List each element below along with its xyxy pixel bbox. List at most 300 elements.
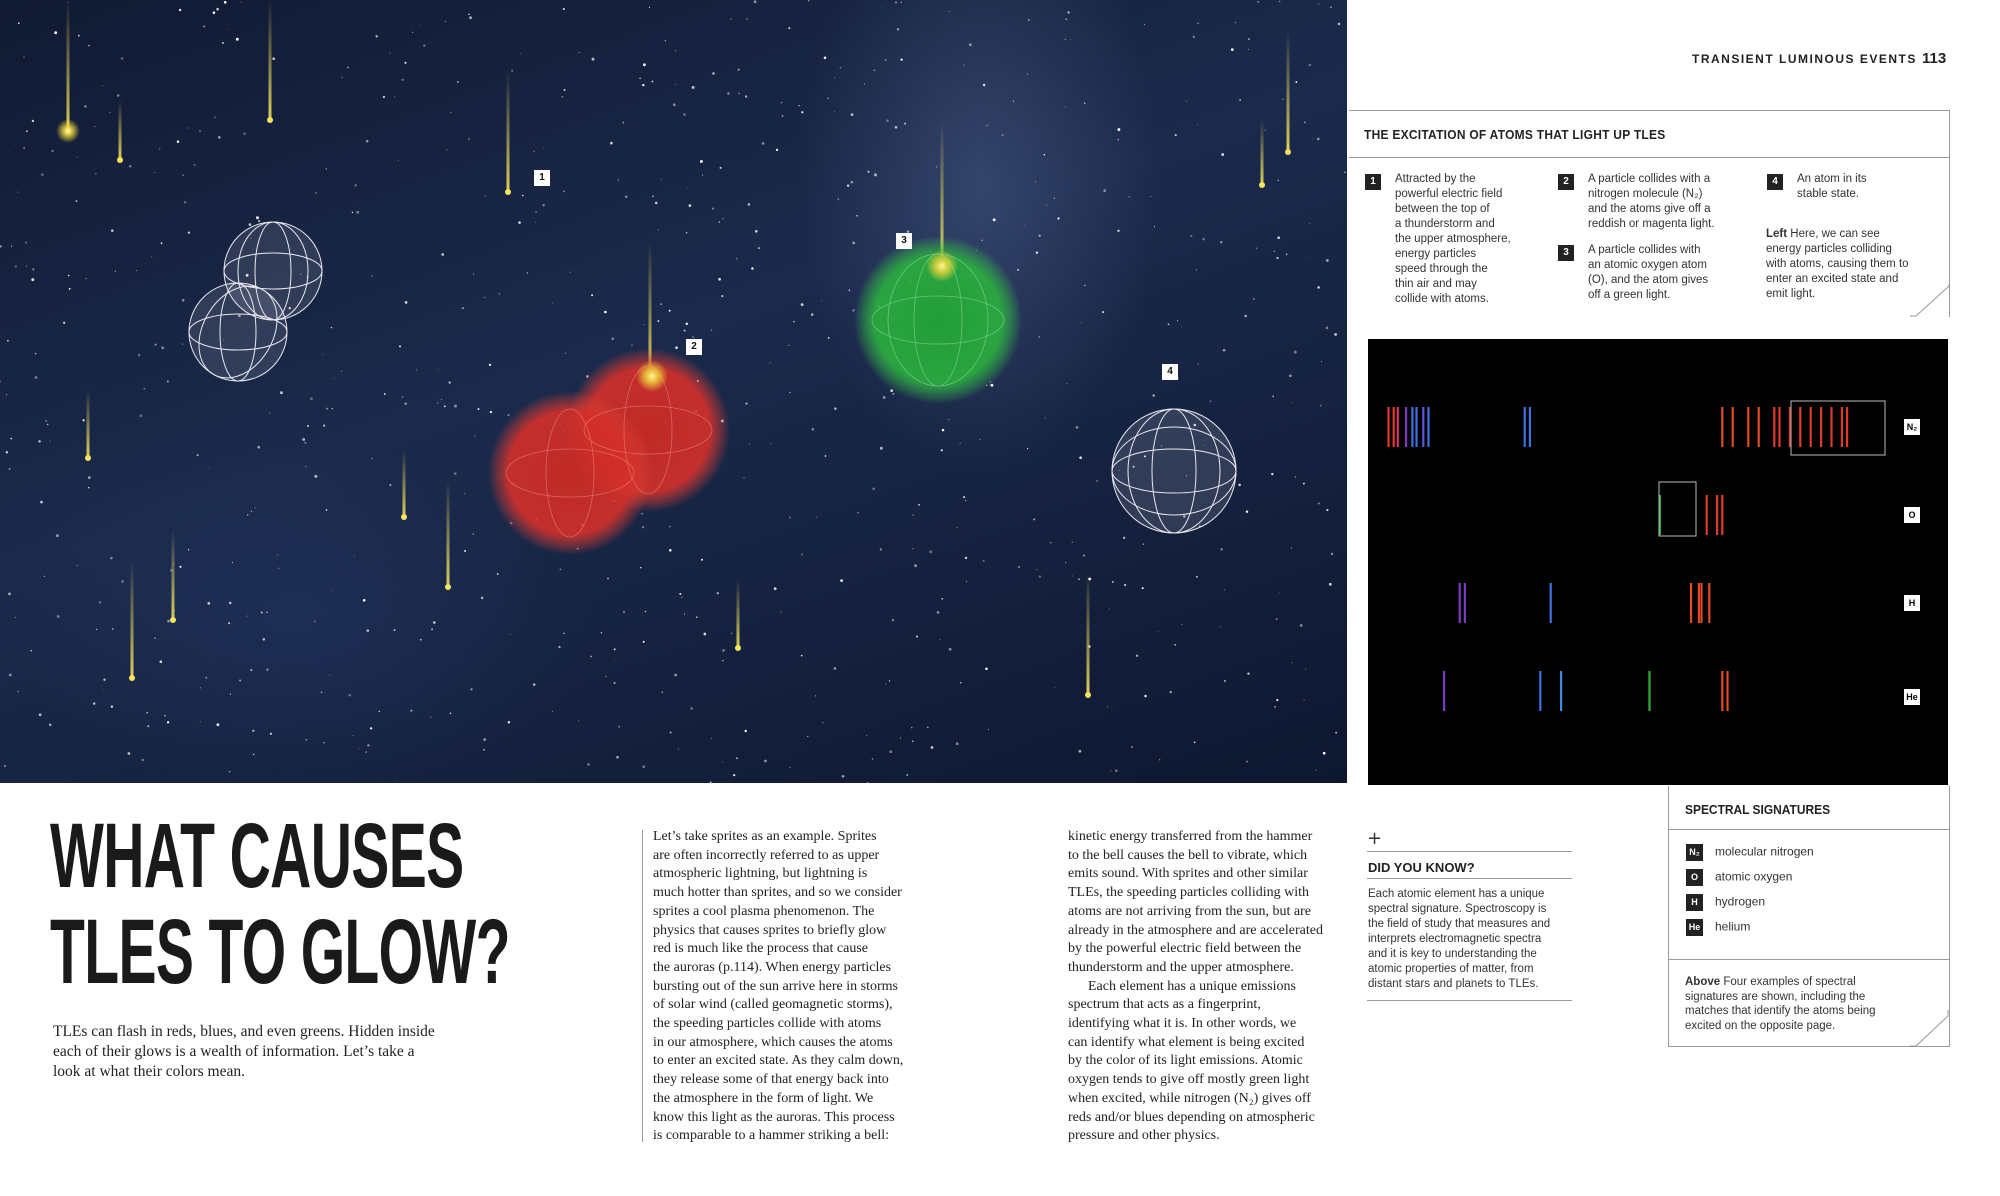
star — [543, 204, 545, 206]
star — [154, 172, 155, 173]
star — [140, 414, 143, 417]
star — [722, 660, 723, 661]
body-line: bursting out of the sun arrive here in storms — [653, 978, 898, 994]
star — [188, 231, 190, 233]
spectral-signatures-caption — [1685, 975, 1925, 1033]
star — [793, 321, 794, 322]
star — [918, 504, 920, 506]
star — [383, 96, 385, 98]
star — [868, 171, 870, 173]
star — [661, 179, 662, 180]
excitation-title-row — [1349, 111, 1949, 158]
body-line: already in the atmosphere and are accelerated — [1068, 922, 1323, 938]
star — [1197, 124, 1198, 125]
star — [885, 59, 887, 61]
star — [1338, 23, 1341, 26]
star — [552, 711, 553, 712]
particle-streak — [87, 390, 90, 458]
step-3-number: 3 — [1558, 245, 1574, 261]
star — [253, 754, 254, 755]
stable-atom — [1112, 409, 1236, 533]
divider — [1367, 851, 1572, 852]
star — [674, 674, 677, 677]
star — [10, 438, 12, 440]
body-line: emits sound. With sprites and other similar — [1068, 866, 1308, 882]
spectral-line — [1539, 671, 1541, 711]
star — [121, 57, 124, 60]
step-line: off a green light. — [1588, 289, 1671, 301]
star — [270, 733, 272, 735]
star — [1013, 101, 1014, 102]
star — [17, 691, 19, 693]
star — [669, 526, 670, 527]
star — [420, 639, 422, 641]
column-rule — [642, 830, 643, 1142]
star — [789, 767, 790, 768]
star — [375, 35, 377, 37]
star — [349, 694, 352, 697]
star — [1079, 456, 1082, 459]
star — [743, 477, 745, 479]
star — [1309, 223, 1310, 224]
star — [266, 669, 268, 671]
particle-head — [735, 645, 741, 651]
star — [103, 679, 105, 681]
star — [404, 62, 406, 64]
body-line: atoms are not arriving from the sun, but are — [1068, 903, 1311, 919]
star — [988, 729, 989, 730]
star — [249, 223, 252, 226]
star — [437, 369, 438, 370]
star — [731, 632, 733, 634]
star — [1303, 483, 1305, 485]
legend-tag: N₂ — [1686, 844, 1703, 861]
star — [657, 320, 659, 322]
star — [194, 164, 196, 166]
spectral-line — [1778, 407, 1780, 447]
body-line: by the powerful electric field between the — [1068, 941, 1302, 957]
star — [570, 272, 571, 273]
star — [464, 493, 465, 494]
step-4-number: 4 — [1767, 174, 1783, 190]
star — [6, 451, 8, 454]
star — [941, 598, 943, 600]
star — [394, 629, 396, 631]
star — [1279, 592, 1280, 593]
star — [332, 590, 333, 591]
star — [11, 246, 12, 247]
legend-item-nitrogen — [1686, 844, 1814, 861]
star — [31, 278, 34, 281]
dyk-line: interprets electromagnetic spectra — [1368, 933, 1542, 945]
star — [745, 402, 747, 404]
star — [1317, 138, 1320, 141]
star — [1159, 759, 1160, 760]
star — [405, 301, 408, 304]
star — [462, 307, 464, 309]
star — [468, 14, 469, 15]
star — [590, 656, 592, 658]
star — [533, 151, 535, 153]
star — [963, 496, 965, 498]
star — [890, 750, 893, 753]
divider — [1367, 1000, 1572, 1001]
did-you-know-title: DID YOU KNOW? — [1368, 860, 1475, 875]
star — [269, 412, 271, 414]
star — [941, 449, 943, 451]
star — [979, 439, 980, 440]
star — [881, 6, 882, 7]
star — [880, 548, 882, 550]
star — [601, 632, 603, 634]
star — [24, 57, 25, 58]
star — [702, 174, 703, 175]
star — [35, 376, 38, 379]
star — [1038, 336, 1040, 338]
spectra-panel — [1368, 339, 1948, 785]
star — [562, 96, 563, 97]
star — [774, 587, 777, 590]
star — [184, 201, 186, 203]
star — [815, 695, 816, 696]
spectral-line — [1427, 407, 1429, 447]
star — [604, 311, 607, 314]
star — [305, 466, 306, 467]
star — [801, 303, 804, 306]
star — [1323, 752, 1326, 755]
star — [985, 667, 988, 670]
star — [147, 725, 149, 727]
star — [1123, 537, 1125, 539]
star — [965, 500, 966, 501]
star — [720, 167, 722, 169]
star — [507, 414, 509, 416]
star — [280, 391, 283, 394]
star — [710, 781, 712, 783]
particle-head — [117, 157, 123, 163]
star — [1224, 589, 1225, 590]
legend-item-hydrogen — [1686, 894, 1765, 911]
star — [789, 392, 790, 393]
particle-head — [129, 675, 135, 681]
star — [1081, 322, 1082, 323]
star — [454, 472, 457, 475]
body-line: by the color of its light emissions. Atomic — [1068, 1053, 1303, 1069]
star — [883, 396, 886, 399]
star — [812, 428, 814, 430]
body-line: are often incorrectly referred to as upper — [653, 847, 880, 863]
star — [1326, 259, 1329, 262]
spectral-line — [1464, 583, 1466, 623]
spectral-line — [1405, 407, 1407, 447]
star — [182, 344, 183, 345]
star — [758, 247, 760, 249]
intro-line: look at what their colors mean. — [53, 1063, 245, 1080]
body-line: they release some of that energy back into — [653, 1072, 889, 1088]
star — [203, 25, 205, 27]
star — [849, 289, 850, 290]
spectral-line — [1747, 407, 1749, 447]
star — [701, 559, 703, 561]
star — [40, 501, 43, 504]
star — [164, 715, 165, 716]
particle-glow — [56, 119, 80, 143]
star — [614, 682, 616, 684]
star — [942, 429, 945, 432]
star — [686, 232, 688, 234]
spectral-line — [1846, 407, 1848, 447]
star — [1304, 121, 1306, 123]
star — [1017, 269, 1019, 271]
star — [228, 622, 230, 624]
star — [26, 266, 27, 267]
star — [321, 691, 323, 693]
spectral-line — [1387, 407, 1389, 447]
star — [931, 746, 934, 749]
star — [77, 157, 78, 158]
star — [341, 371, 342, 372]
particle-streak — [403, 450, 406, 517]
star — [956, 742, 959, 745]
star — [1246, 510, 1248, 512]
star — [807, 736, 808, 737]
star — [965, 557, 967, 559]
spectral-line — [1443, 671, 1445, 711]
star — [214, 117, 216, 119]
star — [1238, 484, 1241, 487]
body-line: sprites a cool plasma phenomenon. The — [653, 903, 875, 919]
corner-cut — [1910, 1010, 1950, 1048]
star — [683, 113, 685, 115]
legend-label: atomic oxygen — [1715, 869, 1793, 884]
star — [1028, 19, 1030, 21]
step-line: Attracted by the — [1395, 173, 1476, 185]
star — [457, 81, 459, 83]
star — [1044, 154, 1046, 156]
star — [103, 689, 104, 690]
collision-glow — [636, 360, 668, 392]
star — [856, 215, 858, 217]
star — [681, 597, 682, 598]
headline-line: WHAT CAUSES — [50, 805, 464, 907]
star — [384, 393, 386, 395]
step-line: energy particles — [1395, 248, 1477, 260]
star — [880, 447, 883, 450]
star — [464, 550, 466, 552]
star — [473, 274, 474, 275]
star — [1070, 39, 1071, 40]
star — [326, 168, 327, 169]
star — [326, 408, 328, 410]
star — [622, 122, 624, 124]
star — [1112, 581, 1114, 583]
star — [770, 362, 771, 363]
spectral-line — [1810, 407, 1812, 447]
star — [1078, 578, 1080, 580]
body-line: of solar wind (called geomagnetic storms), — [653, 997, 893, 1013]
star — [834, 111, 835, 112]
star — [901, 2, 902, 3]
star — [200, 721, 201, 722]
star — [1054, 198, 1055, 199]
spectral-lines — [1368, 339, 1948, 785]
star — [640, 567, 641, 568]
star — [229, 771, 231, 773]
particle-head — [1259, 182, 1265, 188]
caption-line: energy particles colliding — [1766, 243, 1892, 255]
body-column-1 — [653, 828, 903, 1146]
particle-streak — [447, 480, 450, 587]
star — [1084, 285, 1085, 286]
intro-paragraph — [53, 1022, 513, 1082]
star — [916, 636, 918, 638]
star — [1282, 99, 1283, 100]
step-line: speed through the — [1395, 263, 1488, 275]
star — [867, 782, 868, 783]
star — [1292, 402, 1293, 403]
star — [372, 458, 373, 459]
star — [1309, 257, 1310, 258]
star — [789, 345, 790, 346]
headline — [50, 805, 510, 1003]
star — [1286, 254, 1288, 256]
body-line: physics that causes sprites to briefly glow — [653, 922, 887, 938]
spectral-line — [1560, 671, 1562, 711]
star — [1271, 473, 1273, 475]
dyk-line: and it is key to understanding the — [1368, 948, 1537, 960]
star — [733, 774, 735, 776]
legend-label: molecular nitrogen — [1715, 844, 1814, 859]
body-line: is comparable to a hammer striking a bell: — [653, 1128, 889, 1144]
star — [1152, 394, 1155, 397]
star — [828, 98, 829, 99]
star — [522, 195, 523, 196]
star — [834, 407, 837, 410]
star — [1320, 405, 1322, 407]
star — [1331, 553, 1333, 555]
star — [359, 748, 360, 749]
star — [563, 633, 564, 634]
caption-line: matches that identify the atoms being — [1685, 1005, 1876, 1017]
star — [1067, 11, 1070, 14]
star — [7, 340, 9, 342]
star — [510, 634, 511, 635]
space-scene — [0, 0, 1347, 783]
star — [684, 614, 685, 615]
body-line: pressure and other physics. — [1068, 1128, 1220, 1144]
star — [1039, 235, 1041, 237]
body-line: to enter an excited state. As they calm down, — [653, 1053, 904, 1069]
star — [1239, 99, 1241, 101]
body-line: in our atmosphere, which causes the atoms — [653, 1034, 893, 1050]
star — [625, 196, 628, 199]
star — [96, 629, 97, 630]
star — [565, 352, 567, 354]
legend-label: hydrogen — [1715, 894, 1766, 909]
star — [1300, 624, 1303, 627]
star — [711, 738, 712, 739]
star — [913, 514, 914, 515]
star — [675, 50, 676, 51]
star — [25, 242, 27, 244]
star — [1064, 39, 1065, 40]
star — [1117, 230, 1119, 232]
step-1-number: 1 — [1365, 174, 1381, 190]
star — [675, 84, 676, 85]
step-1-text — [1370, 172, 1545, 307]
star — [138, 354, 140, 356]
star — [643, 324, 644, 325]
star — [197, 454, 199, 456]
step-line: a thunderstorm and — [1395, 218, 1495, 230]
star — [95, 126, 96, 127]
spectral-line — [1758, 407, 1760, 447]
star — [352, 735, 353, 736]
star — [1224, 680, 1226, 682]
star — [872, 758, 874, 760]
particle-head — [85, 455, 91, 461]
star — [9, 673, 12, 676]
star — [1329, 583, 1332, 586]
star — [68, 275, 70, 277]
star — [484, 297, 485, 298]
star — [247, 514, 248, 515]
particle-head — [505, 189, 511, 195]
star — [511, 70, 513, 72]
star — [399, 345, 401, 347]
star — [394, 96, 395, 97]
star — [1220, 548, 1223, 551]
marker-2: 2 — [686, 339, 702, 355]
divider — [1668, 829, 1949, 830]
caption-label: Left — [1766, 228, 1788, 240]
star — [816, 516, 817, 517]
star — [1072, 542, 1073, 543]
spectral-line — [1411, 407, 1413, 447]
star — [560, 569, 562, 571]
caption-line: with atoms, causing them to — [1766, 258, 1909, 270]
particle-streak — [67, 0, 70, 131]
star — [1027, 73, 1028, 74]
star — [1276, 618, 1278, 620]
star — [618, 179, 619, 180]
star — [614, 648, 616, 650]
star — [412, 32, 413, 33]
star — [1175, 134, 1177, 136]
star — [236, 38, 239, 41]
star — [51, 150, 54, 153]
star — [658, 229, 659, 230]
star — [1143, 544, 1144, 545]
star — [389, 484, 391, 486]
star — [88, 476, 91, 479]
star — [441, 253, 444, 256]
star — [304, 442, 306, 444]
spectral-line — [1773, 407, 1775, 447]
star — [1315, 770, 1316, 771]
star — [1124, 584, 1126, 586]
particle-head — [401, 514, 407, 520]
star — [1018, 566, 1020, 568]
star — [188, 549, 189, 550]
particle-head — [170, 617, 176, 623]
star — [721, 295, 723, 297]
star — [563, 89, 565, 91]
star — [8, 592, 11, 595]
body-line: can identify what element is being excited — [1068, 1034, 1305, 1050]
star — [904, 123, 906, 125]
star — [738, 69, 740, 71]
